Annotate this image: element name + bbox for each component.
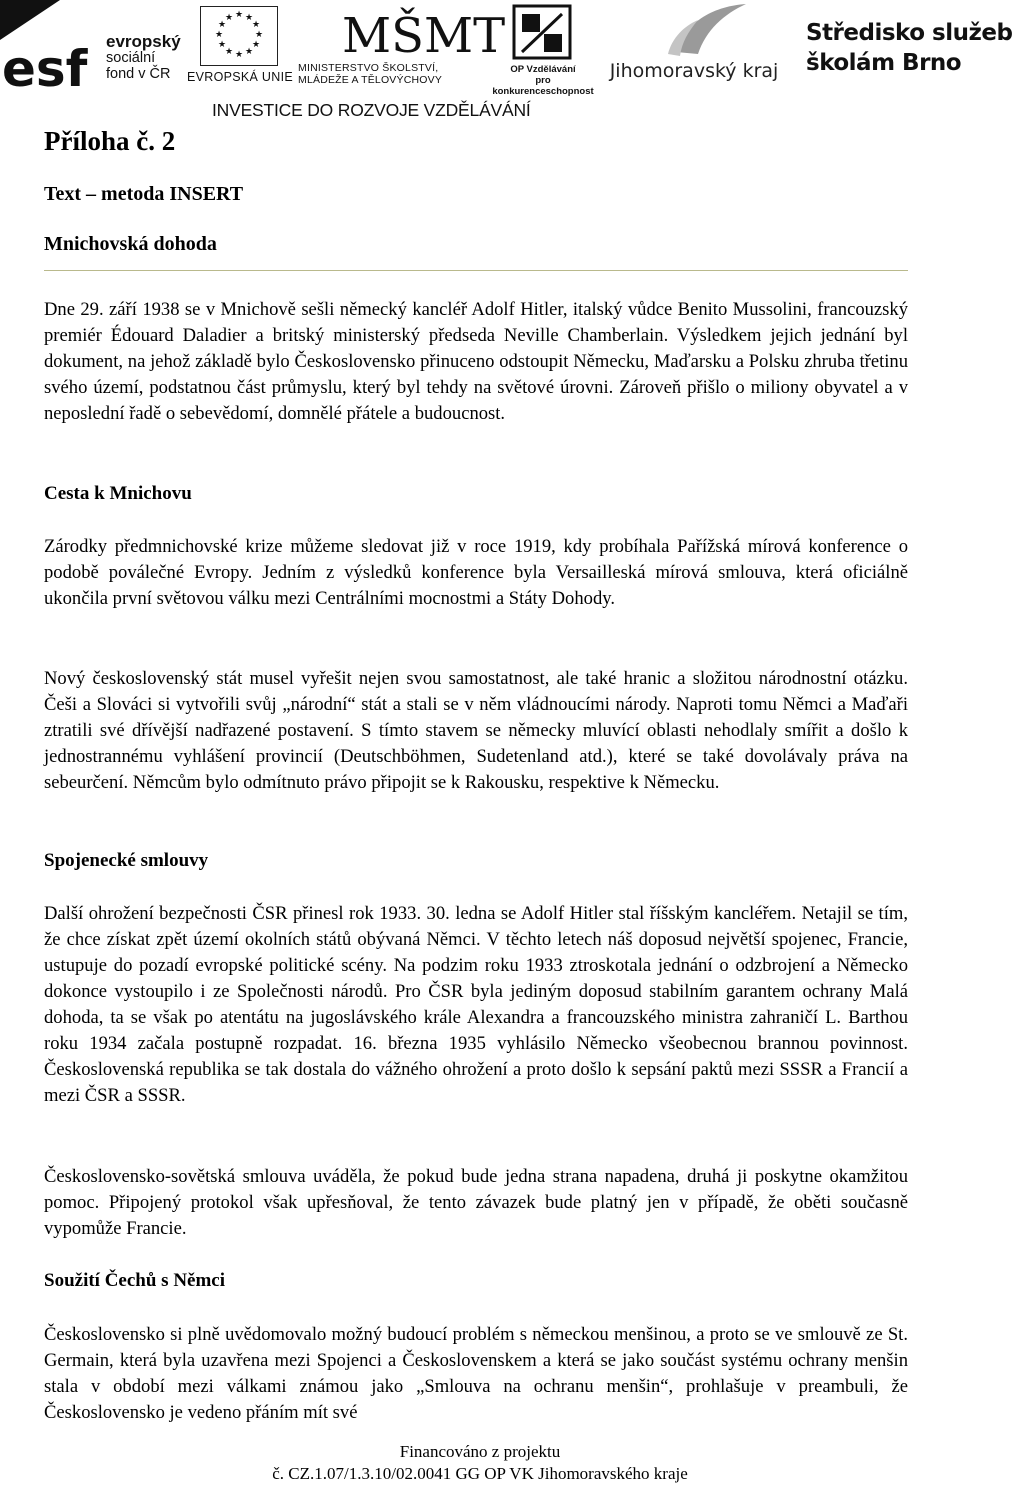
jmk-logo <box>606 0 782 94</box>
jmk-mark-icon <box>606 0 782 60</box>
svg-text:★: ★ <box>244 13 254 23</box>
ssb-line-2: školám Brno <box>806 50 962 76</box>
esf-line-2: sociální <box>106 50 156 66</box>
op-vk-mark-icon <box>484 2 602 62</box>
section-heading-souziti: Soužití Čechů s Němci <box>44 1270 226 1291</box>
paragraph-smlouvy-2: Československo-sovětská smlouva uváděla, že pokud bude jedna strana napadena, druhá ji poskytne okamžitou pomoc. Připojený protokol však upřesňoval, že tento závazek bude platný jen v případě, že oběti současně vypomůže Francie. <box>44 1166 908 1239</box>
ssb-line-1: Středisko služeb <box>806 20 1012 46</box>
svg-text:★: ★ <box>214 30 224 40</box>
document-title: Mnichovská dohoda <box>44 233 217 255</box>
esf-line-3: fond v ČR <box>106 66 171 82</box>
title-divider <box>44 270 908 271</box>
paragraph-smlouvy-1: Další ohrožení bezpečnosti ČSR přinesl rok 1933. 30. ledna se Adolf Hitler stal říšským kancléřem. Netajil se tím, že chce získat zpět území okolních států obývaná Němci. V těchto letech náš doposud největší spojenec, Francie, ustupuje do pozadí evropské politické scény. Na podzim roku 1933 ztroskotala jednání o odzbrojení a Německo dokonce vystoupilo i ze Společnosti národů. Pro ČSR byla jediným doposud stabilním garantem ochrany Malá dohoda, ta se však po atentátu na jugoslávského krále Alexandra a francouzského ministra zahraničí L. Barthou roku 1934 začala postupně rozpadat. 16. března 1935 vyhlásilo Německo všeobecnou brannou povinnost. Československá republika se tak dostala do vážného ohrožení a proto došlo k sepsání paktů mezi SSSR a Francií a mezi ČSR a SSSR. <box>44 903 908 1106</box>
appendix-heading: Příloha č. 2 <box>44 126 176 156</box>
svg-text:★: ★ <box>224 13 234 23</box>
section-heading-smlouvy: Spojenecké smlouvy <box>44 850 209 871</box>
svg-text:★: ★ <box>251 40 261 50</box>
svg-text:★: ★ <box>254 30 264 40</box>
section-heading-cesta: Cesta k Mnichovu <box>44 483 192 504</box>
eu-logo <box>186 6 294 94</box>
svg-text:MŠMT: MŠMT <box>342 8 506 64</box>
paragraph-cesta-2: Nový československý stát musel vyřešit nejen svou samostatnost, ale také hranic a složitou národnostní otázku. Češi a Slováci si vytvořili svůj „národní“ stát a stali se v něm vládnoucími národy. Naproti tomu Němci a Maďaři ztratili své dřívější nadřazené postavení. S tímto stavem se německy mluvící oblasti nehodlaly smířit a došlo k jednostrannému vyhlášení provincií (Deutschböhmen, Sudetenland atd.), které se také dovolávaly práva na sebeurčení. Němcům bylo odmítnuto právo připojit se k Rakousku, respektive k Německu. <box>44 668 908 793</box>
esf-line-1: evropský <box>106 32 181 51</box>
svg-text:★: ★ <box>251 20 261 30</box>
method-heading: Text – metoda INSERT <box>44 183 244 205</box>
paragraph-souziti: Československo si plně uvědomovalo možný budoucí problém s německou menšinou, a proto se ve smlouvě ze St. Germain, která byla uzavřena mezi Spojenci a Československem a která se jako součást systému ochrany menšin stala v období mezi válkami známou jako „Smlouva na ochranu menšin“, prohlašuje v preambuli, že Československo je vedeno přáním mít své <box>44 1324 908 1423</box>
eu-caption: EVROPSKÁ UNIE <box>186 70 293 84</box>
svg-text:★: ★ <box>234 10 244 20</box>
esf-mark-icon <box>0 0 96 98</box>
jmk-caption: Jihomoravský kraj <box>609 60 779 82</box>
page-footer <box>0 1441 960 1485</box>
paragraph-cesta-1: Zárodky předmnichovské krize můžeme sledovat již v roce 1919, kdy probíhala Pařížská mírová konference o podobě poválečné Evropy. Jedním z výsledků konference byla Versailleská mírová smlouva, která oficiálně ukončila první světovou válku mezi Centrálními mocnostmi a Státy Dohody. <box>44 536 908 609</box>
msmt-line-2: MLÁDEŽE A TĚLOVÝCHOVY <box>298 74 443 86</box>
paragraph-intro: Dne 29. září 1938 se v Mnichově sešli německý kancléř Adolf Hitler, italský vůdce Benito Mussolini, francouzský premiér Édouard Daladier a britský ministerský předseda Neville Chamberlain. Výsledkem jejich jednání byl dokument, na jehož základě bylo Československo přinuceno odstoupit Německu, Maďarsku a Polsku zhruba třetinu svého území, podstatnou část průmyslu, který byl tehdy na světové úrovni. Zároveň přišlo o miliony obyvatel a v neposlední řadě o sebevědomí, domnělé přátele a budoucnost. <box>44 299 908 424</box>
svg-text:★: ★ <box>234 50 244 60</box>
msmt-logo <box>298 0 506 94</box>
svg-text:★: ★ <box>217 20 227 30</box>
op-line-2: pro konkurenceschopnost <box>492 75 594 97</box>
ssb-logo <box>806 18 1012 88</box>
eu-flag-icon <box>200 6 278 66</box>
logo-header <box>0 0 1012 125</box>
footer-line-2: č. CZ.1.07/1.3.10/02.0041 GG OP VK Jihomoravského kraje <box>272 1464 688 1483</box>
op-line-1: OP Vzdělávání <box>510 64 576 75</box>
msmt-line-1: MINISTERSTVO ŠKOLSTVÍ, <box>298 62 439 74</box>
svg-text:★: ★ <box>244 47 254 57</box>
footer-line-1: Financováno z projektu <box>399 1442 561 1461</box>
investment-slogan: INVESTICE DO ROZVOJE VZDĚLÁVÁNÍ <box>212 100 531 120</box>
op-vk-logo <box>484 2 602 97</box>
svg-text:★: ★ <box>217 40 227 50</box>
esf-logo <box>0 0 181 98</box>
msmt-mark-icon <box>298 0 506 64</box>
svg-text:★: ★ <box>224 47 234 57</box>
svg-text:esf: esf <box>2 40 88 98</box>
